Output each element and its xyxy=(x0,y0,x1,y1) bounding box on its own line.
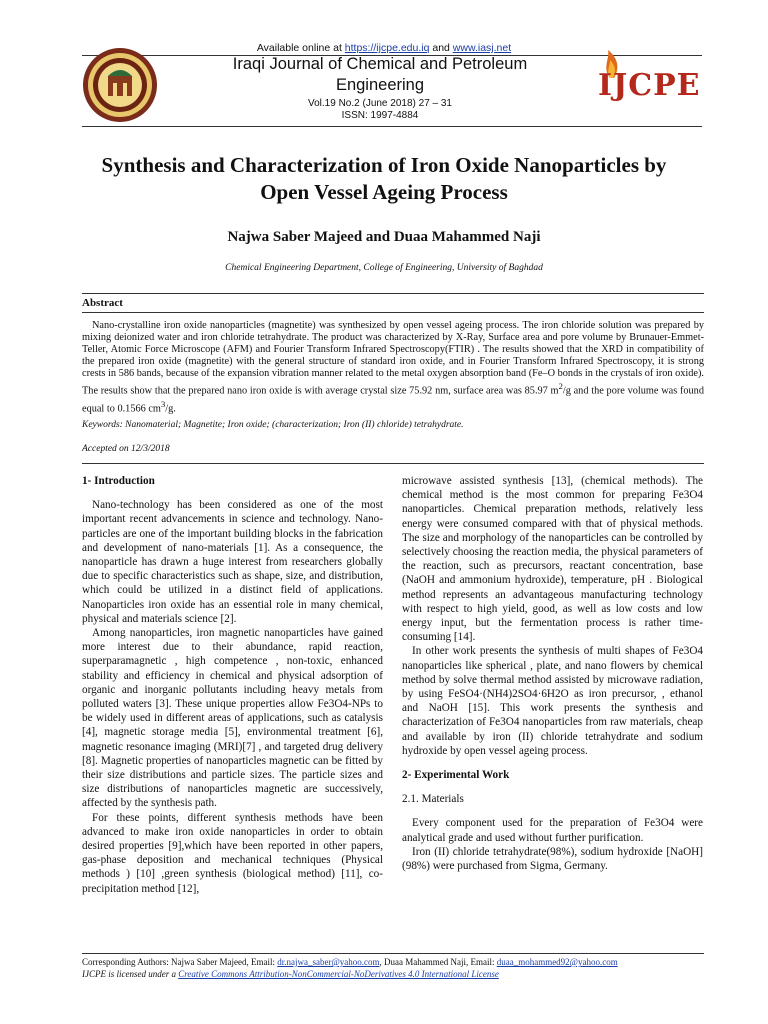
paper-title: Synthesis and Characterization of Iron Oxide Nanoparticles by Open Vessel Ageing Process xyxy=(101,153,667,204)
materials-paragraph-2: Iron (II) chloride tetrahydrate(98%), sodium hydroxide [NaOH](98%) were purchased from Sigma, Germany. xyxy=(402,845,703,873)
left-column xyxy=(82,474,383,896)
right-column xyxy=(402,474,703,873)
availability-line: Available online at https://ijcpe.edu.iq and www.iasj.net xyxy=(256,42,512,54)
intro-paragraph-1: Nano-technology has been considered as one of the most important recent advancements in science and technology. Nano-particles are one of the important building blocks in the fabrication and development of nano-materials [1]. As a consequence, the nanoparticle has drawn a huge interest from researchers globally due to specific characteristics such as shape, size, and distribution, which could be utilized in a distinct field of applications. Nanoparticles iron oxide has an essential role in many chemical, physical and materials science [2]. xyxy=(82,499,383,625)
footer xyxy=(82,957,704,980)
university-seal-icon xyxy=(80,46,160,124)
intro-heading: 1- Introduction xyxy=(82,475,155,487)
volume-info: Vol.19 No.2 (June 2018) 27 – 31 ISSN: 1997-4884 xyxy=(308,98,452,121)
ijcpe-logo xyxy=(596,48,700,110)
abstract-heading: Abstract xyxy=(82,297,123,309)
license-line: IJCPE is licensed under a Creative Commons Attribution-NonCommercial-NoDerivatives 4.0 International License xyxy=(82,968,499,979)
materials-paragraph-1: Every component used for the preparation of Fe3O4 were analytical grade and used without further purification. xyxy=(402,817,703,844)
keywords: Keywords: Nanomaterial; Magnetite; Iron oxide; (characterization; Iron (II) chloride) tetrahydrate. xyxy=(82,420,464,430)
accepted-date: Accepted on 12/3/2018 xyxy=(82,444,170,454)
authors: Najwa Saber Majeed and Duaa Mahammed Naji xyxy=(227,229,541,245)
license-link[interactable]: Creative Commons Attribution-NonCommercial-NoDerivatives 4.0 International License xyxy=(178,968,499,979)
iasj-link[interactable]: www.iasj.net xyxy=(452,42,512,54)
affiliation: Chemical Engineering Department, College of Engineering, University of Baghdad xyxy=(225,263,543,273)
header-bottom-rule xyxy=(82,126,702,127)
materials-heading: 2.1. Materials xyxy=(402,793,464,806)
right-paragraph-1: microwave assisted synthesis [13], (chemical methods). The chemical method is the most common for preparing Fe3O4 nanoparticles. Chemical preparation methods, relatively less energy were consumed compared with that of physical methods. The size and morphology of the nanoparticles can be controlled by selectively choosing the reaction media, the physical parameters of the reaction, such as precursors, reactant concentration, base (NaOH and ammonium hydroxide), temperature, pH . Biological method represents an advantageous manufacturing technology with respect to high yield, good, as well as low costs and low energy input, but the fermentation process is rather time-consuming [14]. xyxy=(402,475,703,644)
abstract-heading-rule xyxy=(82,312,704,313)
ijcpe-logo-text: IJCPE xyxy=(598,68,701,103)
experimental-heading: 2- Experimental Work xyxy=(402,769,510,782)
footer-rule xyxy=(82,953,704,954)
journal-name: Iraqi Journal of Chemical and Petroleum Engineering xyxy=(232,55,528,94)
abstract-bottom-rule xyxy=(82,463,704,464)
abstract-body: Nano-crystalline iron oxide nanoparticles (magnetite) was synthesized by open vessel ageing process. The iron chloride solution was prepared by mixing deionized water and iron chloride tetrahydrate. The product was characterized by X-Ray, Surface area and pore volume by Brunauer-Emmet-Teller, Atomic Force Microscope (AFM) and Fourier Transform Infrared Spectroscopy(FTIR) . The results showed that the XRD in compatibility of the prepared iron oxide (magnetite) with the general structure of standard iron oxide, and in Fourier Transform Infrared Spectroscopy, it is strong crests in 586 bands, because of the expansion vibration manner related to the metal oxygen absorption band (Fe–O bonds in the crystals of iron oxide). The results show that the prepared nano iron oxide is with average crystal size 75.92 nm, surface area was 85.97 $m^2/g$ and the pore volume was found equal to 0.1566 $cm^3/g$. xyxy=(82,320,704,415)
ijcpe-link[interactable]: https://ijcpe.edu.iq xyxy=(344,42,430,54)
intro-paragraph-3: For these points, different synthesis methods have been advanced to make iron oxide nanoparticles in order to obtain desired properties [9],which have been reported in other papers, gas-phase deposition and mechanical techniques (Physical methods ) [10] ,green synthesis (biological method) [11], co-precipitation method [12], xyxy=(82,811,383,895)
email-link-1[interactable]: dr.najwa_saber@yahoo.com xyxy=(277,957,380,967)
email-link-2[interactable]: duaa_mohammed92@yahoo.com xyxy=(496,957,618,967)
intro-paragraph-2: Among nanoparticles, iron magnetic nanoparticles have gained more interest due to their abundance, rapid reaction, superparamagnetic , high competence , non-toxic, enhanced stability and efficiency in chemical and physical adsorption of organic and inorganic pollutants including heavy metals from polluted waters [3]. These unique properties allow Fe3O4-NPs to be widely used in different areas of applications, such as catalysis [4], magnetic storage media [5], environmental treatment [6], magnetic resonance imaging (MRI)[7] , and targeted drug delivery [8]. Magnetic properties of nanoparticles magnetic can be fitted by their size distributions and particle sizes. The particle sizes and size distributions of nanoparticles magnetic are successively, affected by the synthesis path. xyxy=(82,627,383,810)
abstract-top-rule xyxy=(82,293,704,294)
corresponding-authors: Corresponding Authors: Najwa Saber Majeed, Email: dr.najwa_saber@yahoo.com, Duaa Mahammed Naji, Email: duaa_mohammed92@yahoo.com xyxy=(82,957,618,967)
right-paragraph-2: In other work presents the synthesis of multi shapes of Fe3O4 nanoparticles like spherical , plate, and nano flowers by chemical method by solve thermal method assisted by microwave radiation, by using FeSO4·(NH4)2SO4·6H2O as iron precursor, , ethanol and NaOH [15]. This work presents the synthesis and characterization of Fe3O4 nanoparticles from raw materials, cheap and available by iron (II) chloride tetrahydrate and sodium hydroxide by open vessel ageing process. xyxy=(402,645,703,757)
